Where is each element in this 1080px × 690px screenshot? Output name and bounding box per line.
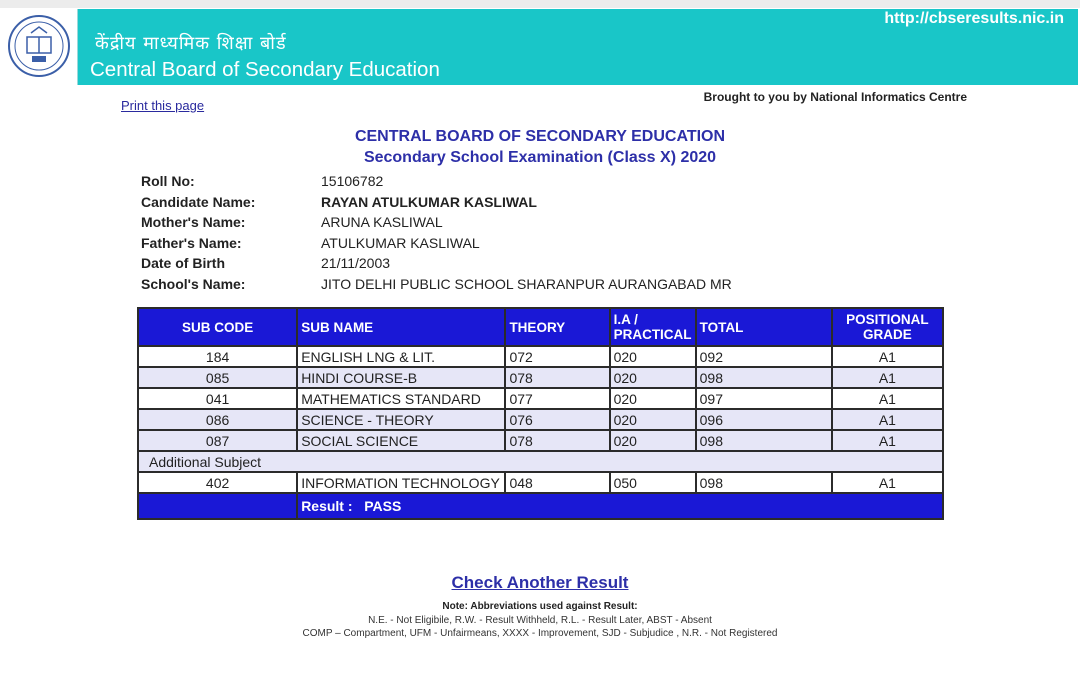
- sub-code-cell: 184: [139, 347, 296, 366]
- roll-no-value: 15106782: [321, 173, 384, 190]
- practical-cell: 020: [611, 347, 695, 366]
- sub-code-cell: 087: [139, 431, 296, 450]
- col-header-sub-code: SUB CODE: [139, 309, 296, 345]
- col-header-sub-name: SUB NAME: [298, 309, 504, 345]
- theory-cell: 077: [506, 389, 608, 408]
- board-heading: CENTRAL BOARD OF SECONDARY EDUCATION: [354, 128, 726, 145]
- grade-cell: A1: [833, 473, 942, 492]
- brought-by-text: Brought to you by National Informatics Centre: [703, 90, 967, 104]
- practical-cell: 050: [611, 473, 695, 492]
- table-row: [139, 389, 942, 408]
- abbreviations-note-title: Note: Abbreviations used against Result:: [442, 601, 638, 612]
- dob-row: [141, 253, 732, 274]
- col-header-grade: POSITIONAL GRADE: [833, 309, 942, 345]
- roll-no-row: [141, 171, 732, 192]
- dob-label: Date of Birth: [141, 255, 225, 272]
- candidate-name-row: [141, 192, 732, 213]
- marks-table: [137, 307, 944, 520]
- sub-code-cell: 402: [139, 473, 296, 492]
- top-strip: [0, 0, 1080, 8]
- additional-subject-row: [139, 452, 942, 471]
- site-url-link[interactable]: http://cbseresults.nic.in: [884, 10, 1064, 27]
- mother-name-value: ARUNA KASLIWAL: [321, 214, 443, 231]
- sub-code-cell: 085: [139, 368, 296, 387]
- school-name-row: [141, 274, 732, 295]
- grade-cell: A1: [833, 431, 942, 450]
- grade-cell: A1: [833, 410, 942, 429]
- theory-cell: 076: [506, 410, 608, 429]
- table-row: [139, 368, 942, 387]
- sub-name-cell: INFORMATION TECHNOLOGY: [298, 473, 504, 492]
- sub-name-cell: HINDI COURSE-B: [298, 368, 504, 387]
- table-row: [139, 347, 942, 366]
- grade-cell: A1: [833, 347, 942, 366]
- col-header-theory: THEORY: [506, 309, 608, 345]
- abbreviations-line-1: N.E. - Not Eligibile, R.W. - Result Withheld, R.L. - Result Later, ABST - Absent: [368, 615, 712, 626]
- table-header-row: [139, 309, 942, 345]
- candidate-name-label: Candidate Name:: [141, 193, 256, 210]
- check-another-result-link[interactable]: Check Another Result: [451, 573, 629, 592]
- roll-no-label: Roll No:: [141, 173, 195, 190]
- result-empty-cell: [139, 494, 296, 518]
- grade-cell: A1: [833, 368, 942, 387]
- total-cell: 096: [697, 410, 831, 429]
- mother-name-label: Mother's Name:: [141, 214, 246, 231]
- mother-name-row: [141, 212, 732, 233]
- result-label: Result :: [301, 498, 353, 514]
- grade-cell: A1: [833, 389, 942, 408]
- candidate-name-value: RAYAN ATULKUMAR KASLIWAL: [321, 193, 537, 210]
- abbreviations-line-2: COMP – Compartment, UFM - Unfairmeans, XXXX - Improvement, SJD - Subjudice , N.R. - Not Registered: [302, 628, 778, 639]
- dob-value: 21/11/2003: [321, 255, 391, 272]
- header-hindi-title: केंद्रीय माध्यमिक शिक्षा बोर्ड: [95, 33, 287, 54]
- total-cell: 098: [697, 473, 831, 492]
- candidate-info: [141, 171, 732, 294]
- sub-name-cell: ENGLISH LNG & LIT.: [298, 347, 504, 366]
- sub-code-cell: 041: [139, 389, 296, 408]
- table-row: [139, 410, 942, 429]
- father-name-value: ATULKUMAR KASLIWAL: [321, 234, 480, 251]
- result-row: [139, 494, 942, 518]
- sub-code-cell: 086: [139, 410, 296, 429]
- total-cell: 098: [697, 431, 831, 450]
- table-row: [139, 431, 942, 450]
- practical-cell: 020: [611, 389, 695, 408]
- col-header-practical: I.A / PRACTICAL: [611, 309, 695, 345]
- theory-cell: 072: [506, 347, 608, 366]
- father-name-row: [141, 233, 732, 254]
- table-row: [139, 473, 942, 492]
- additional-subject-label: Additional Subject: [139, 452, 942, 471]
- sub-name-cell: MATHEMATICS STANDARD: [298, 389, 504, 408]
- sub-name-cell: SCIENCE - THEORY: [298, 410, 504, 429]
- theory-cell: 078: [506, 431, 608, 450]
- practical-cell: 020: [611, 368, 695, 387]
- logo: [3, 9, 78, 85]
- school-name-value: JITO DELHI PUBLIC SCHOOL SHARANPUR AURANGABAD MR: [321, 275, 732, 292]
- header-english-title: Central Board of Secondary Education: [90, 58, 440, 81]
- school-name-label: School's Name:: [141, 275, 246, 292]
- theory-cell: 048: [506, 473, 608, 492]
- theory-cell: 078: [506, 368, 608, 387]
- practical-cell: 020: [611, 410, 695, 429]
- col-header-total: TOTAL: [697, 309, 831, 345]
- sub-name-cell: SOCIAL SCIENCE: [298, 431, 504, 450]
- result-value: PASS: [364, 498, 402, 514]
- total-cell: 092: [697, 347, 831, 366]
- print-page-link[interactable]: Print this page: [121, 98, 205, 113]
- exam-heading: Secondary School Examination (Class X) 2020: [363, 149, 717, 166]
- total-cell: 098: [697, 368, 831, 387]
- total-cell: 097: [697, 389, 831, 408]
- cbse-emblem-icon: [3, 9, 77, 85]
- father-name-label: Father's Name:: [141, 234, 242, 251]
- practical-cell: 020: [611, 431, 695, 450]
- result-cell: [298, 494, 942, 518]
